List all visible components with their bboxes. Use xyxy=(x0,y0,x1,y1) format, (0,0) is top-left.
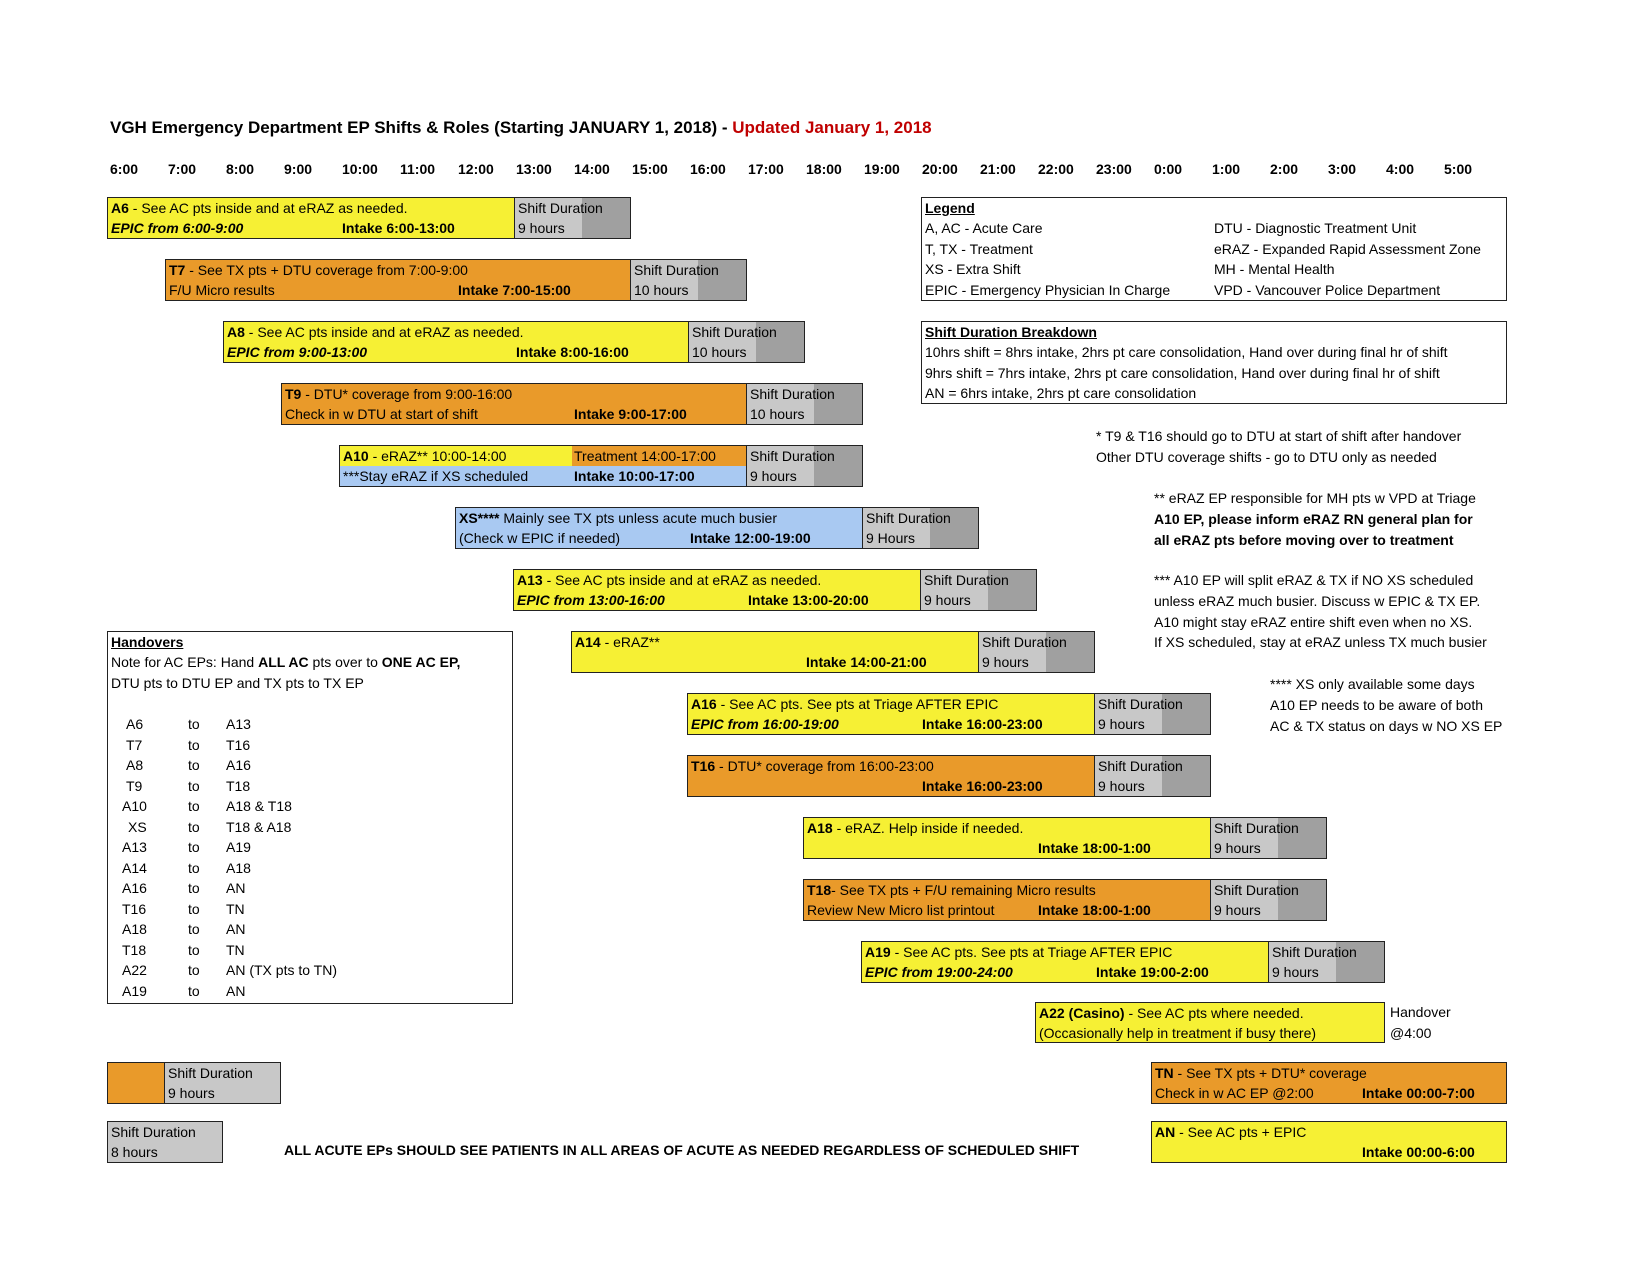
shift-a6 xyxy=(107,197,515,239)
shift-a18-duration xyxy=(1211,817,1327,859)
shift-t18 xyxy=(803,879,1211,921)
handover-from: A19 xyxy=(122,983,147,999)
hour-label: 1:00 xyxy=(1212,161,1241,177)
note-line: ** eRAZ EP responsible for MH pts w VPD at Triage xyxy=(1154,490,1476,506)
shift-a19-epic: EPIC from 19:00-24:00 xyxy=(865,964,1013,980)
updated-date: Updated January 1, 2018 xyxy=(732,118,932,137)
handover-dest: A13 xyxy=(226,716,251,732)
shift-xs-duration xyxy=(863,507,979,549)
duration-label: Shift Duration xyxy=(1272,944,1357,960)
handover-dest: A16 xyxy=(226,757,251,773)
handover-dest: AN xyxy=(226,921,246,937)
shift-a14 xyxy=(571,631,979,673)
duration-label: Shift Duration xyxy=(692,324,777,340)
shift-t9-duration xyxy=(747,383,863,425)
shift-a13-epic: EPIC from 13:00-16:00 xyxy=(517,592,665,608)
shift-a19-line1: A19 - See AC pts. See pts at Triage AFTER EPIC xyxy=(865,944,1173,960)
duration-value: 10 hours xyxy=(634,282,689,298)
handover-dest: T18 xyxy=(226,778,251,794)
shift-a16-epic: EPIC from 16:00-19:00 xyxy=(691,716,839,732)
handovers-note: Note for AC EPs: Hand ALL AC pts over to ONE AC EP, xyxy=(111,654,461,670)
shift-xs xyxy=(455,507,863,549)
page-title xyxy=(110,118,932,138)
duration-value: 9 Hours xyxy=(866,530,916,546)
breakdown-line: 9hrs shift = 7hrs intake, 2hrs pt care consolidation, Hand over during final hr of shift xyxy=(925,365,1440,381)
shift-an-line1: AN - See AC pts + EPIC xyxy=(1155,1124,1307,1140)
hour-label: 17:00 xyxy=(748,161,784,177)
handover-to: to xyxy=(188,962,200,978)
shift-xs-line1: XS**** Mainly see TX pts unless acute much busier xyxy=(459,510,778,526)
duration-label: Shift Duration xyxy=(1098,696,1183,712)
shift-a10-line1: A10 - eRAZ** 10:00-14:00 xyxy=(343,448,507,464)
handover-to: to xyxy=(188,778,200,794)
hour-label: 16:00 xyxy=(690,161,726,177)
breakdown-line: AN = 6hrs intake, 2hrs pt care consolidation xyxy=(925,385,1197,401)
shift-a13 xyxy=(513,569,921,611)
shift-t16-line1: T16 - DTU* coverage from 16:00-23:00 xyxy=(691,758,934,774)
shift-t18-line1: T18- See TX pts + F/U remaining Micro results xyxy=(807,882,1096,898)
shift-t7-duration xyxy=(631,259,747,301)
legend-item: A, AC - Acute Care xyxy=(925,220,1043,236)
shift-a13-duration xyxy=(921,569,1037,611)
legend-item: EPIC - Emergency Physician In Charge xyxy=(925,282,1171,298)
duration-value: 8 hours xyxy=(111,1144,158,1160)
duration-label: Shift Duration xyxy=(982,634,1067,650)
note-line: A10 might stay eRAZ entire shift even when no XS. xyxy=(1154,613,1473,630)
shift-a19-intake: Intake 19:00-2:00 xyxy=(1096,964,1209,980)
note-line: **** XS only available some days xyxy=(1270,676,1475,692)
shift-a14-intake: Intake 14:00-21:00 xyxy=(806,654,927,670)
duration-value: 10 hours xyxy=(692,344,747,360)
duration-label: Shift Duration xyxy=(866,510,951,526)
hour-label: 4:00 xyxy=(1386,161,1415,177)
shift-a6-line1: A6 - See AC pts inside and at eRAZ as needed. xyxy=(111,200,408,216)
shift-t16-intake: Intake 16:00-23:00 xyxy=(922,778,1043,794)
handover-dest: TN xyxy=(226,901,245,917)
key-grey-duration xyxy=(107,1121,223,1163)
duration-label: Shift Duration xyxy=(750,386,835,402)
duration-value: 9 hours xyxy=(1214,840,1261,856)
shift-a6-duration xyxy=(515,197,631,239)
handover-to: to xyxy=(188,942,200,958)
handover-to: to xyxy=(188,860,200,876)
duration-label: Shift Duration xyxy=(750,448,835,464)
handovers-note-2: DTU pts to DTU EP and TX pts to TX EP xyxy=(111,675,364,691)
shift-an xyxy=(1151,1121,1507,1163)
shift-a16 xyxy=(687,693,1095,735)
key-orange-duration xyxy=(165,1062,281,1104)
shift-a18 xyxy=(803,817,1211,859)
title-separator: - xyxy=(717,118,733,137)
handover-to: to xyxy=(188,901,200,917)
note-line: Other DTU coverage shifts - go to DTU only as needed xyxy=(1096,448,1437,465)
handover-from: A10 xyxy=(122,798,147,814)
shift-a16-duration xyxy=(1095,693,1211,735)
duration-value: 9 hours xyxy=(1098,778,1145,794)
handovers-box xyxy=(107,631,513,1004)
legend-item: XS - Extra Shift xyxy=(925,261,1021,277)
handovers-title: Handovers xyxy=(111,634,184,650)
hour-label: 10:00 xyxy=(342,161,378,177)
hour-label: 14:00 xyxy=(574,161,610,177)
legend-item: T, TX - Treatment xyxy=(925,241,1033,257)
shift-a10-line2: ***Stay eRAZ if XS scheduled xyxy=(343,468,529,484)
duration-value: 9 hours xyxy=(1272,964,1319,980)
a22-handover-line1: Handover xyxy=(1390,1004,1451,1020)
shift-a6-intake: Intake 6:00-13:00 xyxy=(342,220,455,236)
hour-label: 5:00 xyxy=(1444,161,1473,177)
shift-t9-line2: Check in w DTU at start of shift xyxy=(285,406,478,422)
shift-a16-intake: Intake 16:00-23:00 xyxy=(922,716,1043,732)
shift-xs-line2: (Check w EPIC if needed) xyxy=(459,530,621,546)
duration-value: 9 hours xyxy=(982,654,1029,670)
handover-dest: T16 xyxy=(226,737,251,753)
handover-to: to xyxy=(188,983,200,999)
shift-a13-line1: A13 - See AC pts inside and at eRAZ as needed. xyxy=(517,572,822,588)
breakdown-box xyxy=(921,321,1507,404)
handover-from: A13 xyxy=(122,839,147,855)
handover-to: to xyxy=(188,921,200,937)
handover-from: T9 xyxy=(126,778,143,794)
shift-a18-line1: A18 - eRAZ. Help inside if needed. xyxy=(807,820,1024,836)
hour-label: 6:00 xyxy=(110,161,139,177)
breakdown-title: Shift Duration Breakdown xyxy=(925,324,1097,340)
shift-t9-intake: Intake 9:00-17:00 xyxy=(574,406,687,422)
hour-label: 15:00 xyxy=(632,161,668,177)
legend-item: MH - Mental Health xyxy=(1214,261,1335,277)
handover-from: A6 xyxy=(126,716,144,732)
handover-to: to xyxy=(188,839,200,855)
shift-t18-duration xyxy=(1211,879,1327,921)
shift-t7-line1: T7 - See TX pts + DTU coverage from 7:00-9:00 xyxy=(169,262,468,278)
duration-label: Shift Duration xyxy=(1098,758,1183,774)
shift-t9 xyxy=(281,383,747,425)
handover-to: to xyxy=(188,880,200,896)
note-line: unless eRAZ much busier. Discuss w EPIC & TX EP. xyxy=(1154,592,1481,609)
a22-handover xyxy=(1390,1002,1451,1044)
hour-label: 2:00 xyxy=(1270,161,1299,177)
title-text: VGH Emergency Department EP Shifts & Roles (Starting JANUARY 1, 2018) xyxy=(110,118,718,137)
hour-label: 7:00 xyxy=(168,161,197,177)
legend-item: VPD - Vancouver Police Department xyxy=(1214,282,1441,298)
duration-label: Shift Duration xyxy=(1214,820,1299,836)
shift-a14-duration xyxy=(979,631,1095,673)
duration-label: Shift Duration xyxy=(111,1124,196,1140)
handover-from: A18 xyxy=(122,921,147,937)
duration-label: Shift Duration xyxy=(518,200,603,216)
note-line: *** A10 EP will split eRAZ & TX if NO XS scheduled xyxy=(1154,572,1474,588)
handover-dest: AN (TX pts to TN) xyxy=(226,962,337,978)
hour-label: 0:00 xyxy=(1154,161,1183,177)
handover-from: T18 xyxy=(122,942,147,958)
note-line: all eRAZ pts before moving over to treatment xyxy=(1154,531,1454,548)
key-orange-swatch xyxy=(107,1062,165,1104)
handover-dest: AN xyxy=(226,880,246,896)
shift-a8-intake: Intake 8:00-16:00 xyxy=(516,344,629,360)
duration-label: Shift Duration xyxy=(1214,882,1299,898)
duration-value: 9 hours xyxy=(1098,716,1145,732)
duration-value: 9 hours xyxy=(750,468,797,484)
hour-label: 19:00 xyxy=(864,161,900,177)
shift-an-intake: Intake 00:00-6:00 xyxy=(1362,1144,1475,1160)
shift-a8-epic: EPIC from 9:00-13:00 xyxy=(227,344,368,360)
hour-label: 13:00 xyxy=(516,161,552,177)
hour-label: 12:00 xyxy=(458,161,494,177)
shift-a22-line1: A22 (Casino) - See AC pts where needed. xyxy=(1039,1005,1304,1021)
shift-a10-intake: Intake 10:00-17:00 xyxy=(574,468,695,484)
handover-to: to xyxy=(188,757,200,773)
note-xs xyxy=(1270,674,1502,736)
note-line: A10 EP, please inform eRAZ RN general plan for xyxy=(1154,510,1473,527)
note-line: If XS scheduled, stay at eRAZ unless TX much busier xyxy=(1154,634,1487,651)
handover-dest: A18 & T18 xyxy=(226,798,292,814)
hour-label: 3:00 xyxy=(1328,161,1357,177)
legend-box xyxy=(921,197,1507,301)
hour-label: 8:00 xyxy=(226,161,255,177)
duration-label: Shift Duration xyxy=(634,262,719,278)
hour-label: 21:00 xyxy=(980,161,1016,177)
shift-tn xyxy=(1151,1062,1507,1104)
legend-title: Legend xyxy=(925,200,975,216)
handover-from: XS xyxy=(128,819,147,835)
hour-label: 20:00 xyxy=(922,161,958,177)
note-dtu xyxy=(1096,426,1461,468)
duration-value: 9 hours xyxy=(1214,902,1261,918)
shift-tn-line2: Check in w AC EP @2:00 xyxy=(1155,1085,1314,1101)
shift-a8-line1: A8 - See AC pts inside and at eRAZ as needed. xyxy=(227,324,524,340)
handover-dest: A18 xyxy=(226,860,251,876)
duration-label: Shift Duration xyxy=(168,1065,253,1081)
handover-from: T16 xyxy=(122,901,147,917)
shift-a8-duration xyxy=(689,321,805,363)
duration-value: 9 hours xyxy=(518,220,565,236)
shift-a13-intake: Intake 13:00-20:00 xyxy=(748,592,869,608)
shift-a14-line1: A14 - eRAZ** xyxy=(575,634,660,650)
duration-label: Shift Duration xyxy=(924,572,1009,588)
shift-a19 xyxy=(861,941,1269,983)
handover-from: A22 xyxy=(122,962,147,978)
breakdown-line: 10hrs shift = 8hrs intake, 2hrs pt care consolidation, Hand over during final hr of shift xyxy=(925,344,1448,360)
note-eraz xyxy=(1154,488,1476,550)
shift-a8 xyxy=(223,321,689,363)
shift-t7 xyxy=(165,259,631,301)
handover-to: to xyxy=(188,819,200,835)
shift-a22 xyxy=(1035,1002,1385,1043)
handover-to: to xyxy=(188,737,200,753)
hour-label: 9:00 xyxy=(284,161,313,177)
shift-a19-duration xyxy=(1269,941,1385,983)
a22-handover-line2: @4:00 xyxy=(1390,1024,1432,1041)
shift-tn-line1: TN - See TX pts + DTU* coverage xyxy=(1155,1065,1367,1081)
note-line: * T9 & T16 should go to DTU at start of shift after handover xyxy=(1096,428,1462,444)
shift-t18-intake: Intake 18:00-1:00 xyxy=(1038,902,1151,918)
handover-to: to xyxy=(188,798,200,814)
shift-a10-duration xyxy=(747,445,863,487)
handover-dest: A19 xyxy=(226,839,251,855)
shift-t16-duration xyxy=(1095,755,1211,797)
note-a10-split xyxy=(1154,570,1487,653)
handover-dest: TN xyxy=(226,942,245,958)
footer-note: ALL ACUTE EPs SHOULD SEE PATIENTS IN ALL AREAS OF ACUTE AS NEEDED REGARDLESS OF SCHEDULED SHIFT xyxy=(284,1142,1080,1158)
handover-from: A14 xyxy=(122,860,147,876)
legend-item: eRAZ - Expanded Rapid Assessment Zone xyxy=(1214,241,1481,257)
shift-t7-intake: Intake 7:00-15:00 xyxy=(458,282,571,298)
shift-t18-line2: Review New Micro list printout xyxy=(807,902,995,918)
shift-a16-line1: A16 - See AC pts. See pts at Triage AFTER EPIC xyxy=(691,696,999,712)
shift-a10 xyxy=(339,445,747,487)
shift-t16 xyxy=(687,755,1095,797)
note-line: A10 EP needs to be aware of both xyxy=(1270,696,1484,713)
hour-label: 18:00 xyxy=(806,161,842,177)
duration-value: 9 hours xyxy=(924,592,971,608)
duration-value: 9 hours xyxy=(168,1085,215,1101)
handover-to: to xyxy=(188,716,200,732)
hour-label: 22:00 xyxy=(1038,161,1074,177)
note-line: AC & TX status on days w NO XS EP xyxy=(1270,717,1503,734)
hour-label: 23:00 xyxy=(1096,161,1132,177)
shift-a18-intake: Intake 18:00-1:00 xyxy=(1038,840,1151,856)
legend-item: DTU - Diagnostic Treatment Unit xyxy=(1214,220,1417,236)
shift-tn-intake: Intake 00:00-7:00 xyxy=(1362,1085,1475,1101)
handover-from: T7 xyxy=(126,737,143,753)
duration-value: 10 hours xyxy=(750,406,805,422)
shift-xs-intake: Intake 12:00-19:00 xyxy=(690,530,811,546)
shift-t7-line2: F/U Micro results xyxy=(169,282,275,298)
shift-a10-treatment: Treatment 14:00-17:00 xyxy=(574,448,716,464)
shift-a22-line2: (Occasionally help in treatment if busy there) xyxy=(1039,1025,1317,1041)
hour-label: 11:00 xyxy=(400,161,436,177)
handover-from: A8 xyxy=(126,757,144,773)
handover-dest: T18 & A18 xyxy=(226,819,292,835)
shift-a6-epic: EPIC from 6:00-9:00 xyxy=(111,220,244,236)
handover-dest: AN xyxy=(226,983,246,999)
handover-from: A16 xyxy=(122,880,147,896)
shift-t9-line1: T9 - DTU* coverage from 9:00-16:00 xyxy=(285,386,513,402)
